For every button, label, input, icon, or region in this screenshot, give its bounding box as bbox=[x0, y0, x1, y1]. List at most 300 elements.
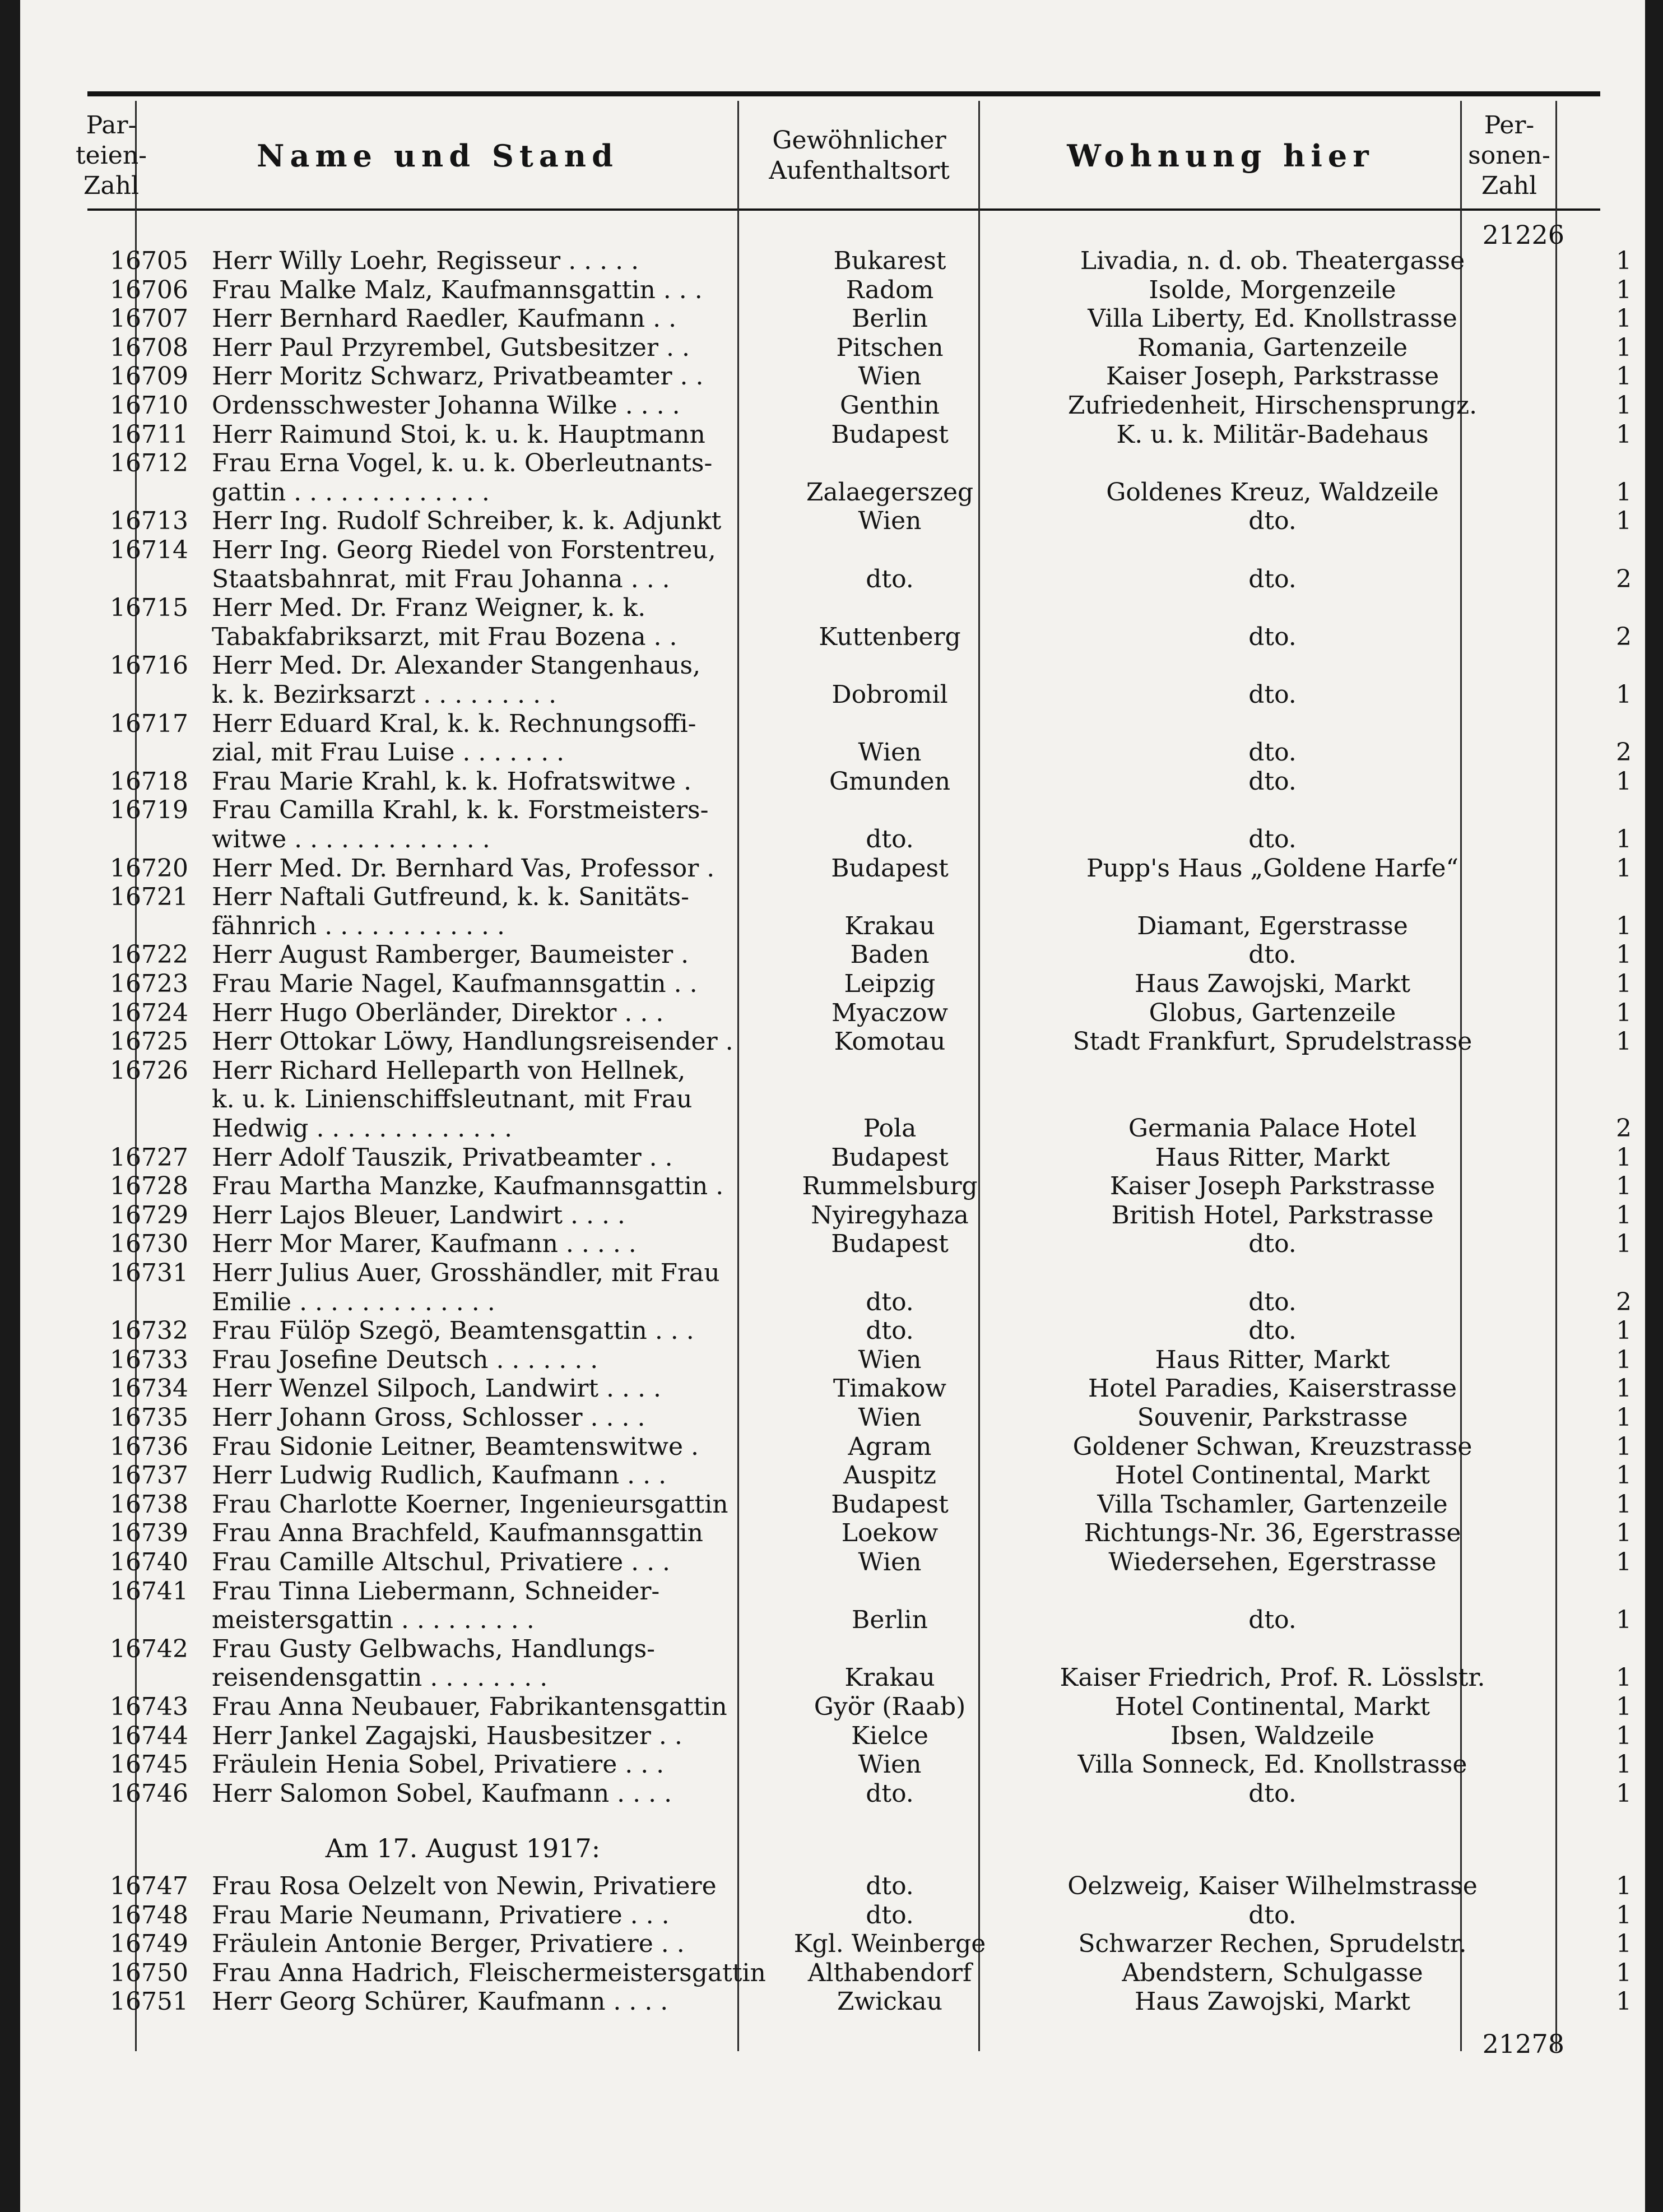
section-date-label: Am 17. August 1917: bbox=[325, 1833, 601, 1863]
register-page bbox=[20, 0, 1645, 2212]
row-number: 16709 bbox=[110, 362, 188, 391]
row-ort: Györ (Raab) bbox=[814, 1692, 966, 1721]
row-name: Herr Willy Loehr, Regisseur . . . . . bbox=[212, 247, 639, 275]
header-rule bbox=[87, 208, 1600, 211]
row-name: Staatsbahnrat, mit Frau Johanna . . . bbox=[212, 564, 670, 593]
table-row bbox=[87, 1958, 1632, 1988]
row-ort: Nyiregyhaza bbox=[811, 1200, 969, 1230]
row-name: Emilie . . . . . . . . . . . . . bbox=[212, 1287, 495, 1316]
row-wohnung: dto. bbox=[1248, 767, 1297, 796]
row-wohnung: Villa Sonneck, Ed. Knollstrasse bbox=[1077, 1750, 1467, 1779]
table-row bbox=[87, 1432, 1632, 1462]
row-ort: dto. bbox=[866, 1316, 914, 1346]
row-wohnung: dto. bbox=[1248, 825, 1297, 854]
row-name: Herr Ing. Georg Riedel von Forstentreu, bbox=[212, 536, 716, 564]
table-row bbox=[87, 564, 1632, 594]
row-name: Frau Anna Neubauer, Fabrikantensgattin bbox=[212, 1692, 727, 1721]
row-ort: Pola bbox=[863, 1114, 917, 1143]
row-ort: Baden bbox=[850, 940, 930, 970]
row-name: Herr Hugo Oberländer, Direktor . . . bbox=[212, 998, 664, 1027]
row-number: 16749 bbox=[110, 1930, 188, 1959]
row-name: Frau Martha Manzke, Kaufmannsgattin . bbox=[212, 1172, 724, 1201]
header-partei-label: Par- teien- Zahl bbox=[75, 110, 147, 200]
row-ort: dto. bbox=[866, 1872, 914, 1900]
table-row bbox=[87, 825, 1632, 854]
row-ort: Rummelsburg bbox=[802, 1172, 978, 1201]
row-personen: 1 bbox=[1616, 911, 1632, 940]
table-row bbox=[87, 709, 1600, 739]
row-name: Frau Josefine Deutsch . . . . . . . bbox=[212, 1345, 598, 1374]
row-number: 16713 bbox=[110, 507, 188, 536]
table-row bbox=[87, 651, 1600, 680]
header-personen-label: Per- sonen- Zahl bbox=[1468, 110, 1550, 200]
row-number: 16750 bbox=[110, 1958, 188, 1987]
row-personen: 1 bbox=[1616, 1930, 1632, 1959]
header-personen bbox=[1463, 104, 1555, 207]
table-row bbox=[87, 593, 1600, 623]
row-ort: dto. bbox=[866, 1900, 914, 1930]
row-name: Frau Gusty Gelbwachs, Handlungs- bbox=[212, 1634, 656, 1663]
row-number: 16730 bbox=[110, 1230, 188, 1259]
row-ort: Dobromil bbox=[832, 680, 948, 709]
row-name: Frau Marie Nagel, Kaufmannsgattin . . bbox=[212, 970, 698, 998]
row-name: Frau Charlotte Koerner, Ingenieursgattin bbox=[212, 1490, 728, 1519]
row-wohnung: Romania, Gartenzeile bbox=[1137, 333, 1408, 362]
row-ort: Kielce bbox=[851, 1721, 928, 1750]
row-personen: 1 bbox=[1616, 940, 1632, 970]
row-number: 16734 bbox=[110, 1374, 188, 1403]
row-number: 16746 bbox=[110, 1779, 188, 1808]
row-name: k. u. k. Linienschiffsleutnant, mit Frau bbox=[212, 1085, 693, 1114]
row-wohnung: Haus Ritter, Markt bbox=[1155, 1143, 1390, 1172]
row-number: 16721 bbox=[110, 883, 188, 912]
row-number: 16717 bbox=[110, 709, 188, 738]
row-personen: 1 bbox=[1616, 1958, 1632, 1987]
row-number: 16724 bbox=[110, 998, 188, 1027]
row-ort: dto. bbox=[866, 564, 914, 593]
row-wohnung: Souvenir, Parkstrasse bbox=[1137, 1403, 1408, 1432]
row-ort: Krakau bbox=[844, 911, 935, 940]
row-number: 16748 bbox=[110, 1900, 188, 1930]
table-row bbox=[87, 247, 1632, 276]
table-row bbox=[87, 1635, 1600, 1664]
row-personen: 1 bbox=[1616, 1548, 1632, 1576]
row-wohnung: Livadia, n. d. ob. Theatergasse bbox=[1080, 247, 1465, 275]
final-total: 21278 bbox=[1482, 2029, 1564, 2059]
table-row bbox=[87, 420, 1632, 449]
row-number: 16715 bbox=[110, 593, 188, 623]
header-ort-label: Gewöhnlicher Aufenthaltsort bbox=[769, 126, 950, 185]
row-wohnung: dto. bbox=[1248, 622, 1297, 651]
row-name: Herr Eduard Kral, k. k. Rechnungsoffi- bbox=[212, 709, 696, 738]
row-wohnung: dto. bbox=[1248, 1779, 1297, 1808]
row-ort: Kgl. Weinberge bbox=[793, 1930, 986, 1959]
row-ort: Wien bbox=[858, 1548, 922, 1576]
row-name: Herr Lajos Bleuer, Landwirt . . . . bbox=[212, 1200, 625, 1230]
row-number: 16735 bbox=[110, 1403, 188, 1432]
row-wohnung: Haus Zawojski, Markt bbox=[1134, 1987, 1411, 2016]
row-personen: 2 bbox=[1616, 564, 1632, 593]
row-personen: 1 bbox=[1616, 1606, 1632, 1635]
table-row bbox=[87, 1056, 1600, 1086]
table-row bbox=[87, 507, 1632, 536]
row-wohnung: Hotel Continental, Markt bbox=[1114, 1461, 1430, 1490]
row-ort: Leipzig bbox=[844, 970, 936, 998]
row-wohnung: Zufriedenheit, Hirschensprungz. bbox=[1067, 391, 1478, 420]
row-wohnung: Germania Palace Hotel bbox=[1128, 1114, 1417, 1143]
row-wohnung: Hotel Continental, Markt bbox=[1114, 1692, 1430, 1721]
row-name: Frau Camilla Krahl, k. k. Forstmeisters- bbox=[212, 796, 709, 825]
row-number: 16742 bbox=[110, 1634, 188, 1663]
row-number: 16712 bbox=[110, 449, 188, 478]
row-wohnung: Richtungs-Nr. 36, Egerstrasse bbox=[1084, 1519, 1461, 1548]
row-number: 16720 bbox=[110, 854, 188, 883]
table-row bbox=[87, 275, 1632, 305]
row-number: 16736 bbox=[110, 1432, 188, 1461]
row-ort: Budapest bbox=[831, 854, 949, 883]
top-rule bbox=[87, 91, 1600, 96]
row-ort: Zalaegerszeg bbox=[806, 477, 974, 507]
row-wohnung: Abendstern, Schulgasse bbox=[1122, 1958, 1423, 1987]
row-ort: Budapest bbox=[831, 1143, 949, 1172]
row-wohnung: dto. bbox=[1248, 1316, 1297, 1346]
row-number: 16707 bbox=[110, 304, 188, 333]
table-row bbox=[87, 1490, 1632, 1519]
row-name: witwe . . . . . . . . . . . . . bbox=[212, 825, 490, 854]
row-number: 16733 bbox=[110, 1345, 188, 1374]
row-ort: Budapest bbox=[831, 420, 949, 449]
row-name: Frau Tinna Liebermann, Schneider- bbox=[212, 1576, 660, 1606]
row-number: 16723 bbox=[110, 970, 188, 998]
row-ort: Kuttenberg bbox=[819, 622, 961, 651]
row-personen: 1 bbox=[1616, 1316, 1632, 1346]
row-number: 16744 bbox=[110, 1721, 188, 1750]
row-number: 16708 bbox=[110, 333, 188, 362]
row-name: Herr Wenzel Silpoch, Landwirt . . . . bbox=[212, 1374, 661, 1403]
row-wohnung: British Hotel, Parkstrasse bbox=[1111, 1200, 1434, 1230]
row-name: Herr Richard Helleparth von Hellnek, bbox=[212, 1056, 686, 1085]
table-row bbox=[87, 911, 1632, 941]
row-wohnung: K. u. k. Militär-Badehaus bbox=[1116, 420, 1429, 449]
table-row bbox=[87, 1316, 1632, 1346]
row-wohnung: Kaiser Friedrich, Prof. R. Lösslstr. bbox=[1060, 1663, 1485, 1692]
row-wohnung: Goldener Schwan, Kreuzstrasse bbox=[1072, 1432, 1472, 1461]
table-row bbox=[87, 1403, 1632, 1432]
carry-total: 21226 bbox=[1482, 220, 1564, 250]
row-name: Herr Adolf Tauszik, Privatbeamter . . bbox=[212, 1143, 673, 1172]
row-name: Frau Marie Neumann, Privatiere . . . bbox=[212, 1900, 670, 1930]
row-name: Herr Georg Schürer, Kaufmann . . . . bbox=[212, 1987, 668, 2016]
row-ort: Loekow bbox=[841, 1519, 939, 1548]
row-personen: 1 bbox=[1616, 477, 1632, 507]
table-row bbox=[87, 1085, 1600, 1114]
table-row bbox=[87, 536, 1600, 565]
row-personen: 1 bbox=[1616, 247, 1632, 275]
table-row bbox=[87, 767, 1632, 796]
table-row bbox=[87, 680, 1632, 709]
row-name: Herr Bernhard Raedler, Kaufmann . . bbox=[212, 304, 677, 333]
row-personen: 1 bbox=[1616, 1172, 1632, 1201]
row-personen: 1 bbox=[1616, 854, 1632, 883]
row-wohnung: Kaiser Joseph, Parkstrasse bbox=[1105, 362, 1439, 391]
table-row bbox=[87, 1461, 1632, 1490]
row-wohnung: Oelzweig, Kaiser Wilhelmstrasse bbox=[1067, 1872, 1478, 1900]
row-name: Frau Anna Hadrich, Fleischermeistersgattin bbox=[212, 1958, 766, 1987]
row-personen: 1 bbox=[1616, 333, 1632, 362]
row-name: Frau Malke Malz, Kaufmannsgattin . . . bbox=[212, 275, 703, 304]
table-row bbox=[87, 1230, 1632, 1259]
row-personen: 2 bbox=[1616, 1287, 1632, 1316]
table-row bbox=[87, 1200, 1632, 1230]
row-wohnung: dto. bbox=[1248, 1230, 1297, 1259]
row-wohnung: Villa Tschamler, Gartenzeile bbox=[1097, 1490, 1448, 1519]
row-name: Fräulein Antonie Berger, Privatiere . . bbox=[212, 1930, 685, 1959]
table-row bbox=[87, 738, 1632, 767]
row-number: 16711 bbox=[110, 420, 188, 449]
row-ort: Bukarest bbox=[833, 247, 946, 275]
row-personen: 1 bbox=[1616, 680, 1632, 709]
table-row bbox=[87, 970, 1632, 999]
row-number: 16726 bbox=[110, 1056, 188, 1085]
header-partei bbox=[75, 104, 147, 207]
row-ort: Zwickau bbox=[837, 1987, 943, 2016]
row-personen: 1 bbox=[1616, 1750, 1632, 1779]
row-ort: Auspitz bbox=[843, 1461, 936, 1490]
row-name: Herr Raimund Stoi, k. u. k. Hauptmann bbox=[212, 420, 705, 449]
row-ort: Gmunden bbox=[829, 767, 951, 796]
row-ort: Wien bbox=[858, 1345, 922, 1374]
row-ort: Genthin bbox=[840, 391, 940, 420]
row-wohnung: Haus Ritter, Markt bbox=[1155, 1345, 1390, 1374]
row-name: Tabakfabriksarzt, mit Frau Bozena . . bbox=[212, 622, 677, 651]
table-row bbox=[87, 1663, 1632, 1692]
row-wohnung: dto. bbox=[1248, 507, 1297, 536]
row-ort: Berlin bbox=[852, 1606, 928, 1635]
table-row bbox=[87, 622, 1632, 652]
row-ort: Krakau bbox=[844, 1663, 935, 1692]
row-personen: 1 bbox=[1616, 1692, 1632, 1721]
row-number: 16745 bbox=[110, 1750, 188, 1779]
table-row bbox=[87, 391, 1632, 420]
row-number: 16710 bbox=[110, 391, 188, 420]
row-personen: 1 bbox=[1616, 1779, 1632, 1808]
row-number: 16738 bbox=[110, 1490, 188, 1519]
row-wohnung: dto. bbox=[1248, 1287, 1297, 1316]
row-ort: Budapest bbox=[831, 1230, 949, 1259]
row-name: meistersgattin . . . . . . . . . bbox=[212, 1606, 535, 1635]
row-ort: Berlin bbox=[852, 304, 928, 333]
header-ort bbox=[740, 104, 978, 207]
table-row bbox=[87, 1172, 1632, 1201]
row-personen: 1 bbox=[1616, 1900, 1632, 1930]
row-name: Herr Naftali Gutfreund, k. k. Sanitäts- bbox=[212, 883, 689, 912]
table-row bbox=[87, 940, 1632, 970]
row-wohnung: Hotel Paradies, Kaiserstrasse bbox=[1088, 1374, 1457, 1403]
row-ort: Wien bbox=[858, 1403, 922, 1432]
row-wohnung: dto. bbox=[1248, 940, 1297, 970]
row-wohnung: dto. bbox=[1248, 564, 1297, 593]
row-wohnung: dto. bbox=[1248, 680, 1297, 709]
row-personen: 1 bbox=[1616, 362, 1632, 391]
row-number: 16729 bbox=[110, 1200, 188, 1230]
row-ort: Althabendorf bbox=[807, 1958, 972, 1987]
table-row bbox=[87, 1900, 1632, 1930]
row-personen: 1 bbox=[1616, 1143, 1632, 1172]
row-personen: 1 bbox=[1616, 1663, 1632, 1692]
row-name: Herr Salomon Sobel, Kaufmann . . . . bbox=[212, 1779, 672, 1808]
row-personen: 1 bbox=[1616, 1519, 1632, 1548]
row-number: 16714 bbox=[110, 536, 188, 564]
row-number: 16737 bbox=[110, 1461, 188, 1490]
row-number: 16727 bbox=[110, 1143, 188, 1172]
row-number: 16706 bbox=[110, 275, 188, 304]
table-row bbox=[87, 1930, 1632, 1959]
row-wohnung: dto. bbox=[1248, 1606, 1297, 1635]
row-ort: Agram bbox=[848, 1432, 932, 1461]
row-name: gattin . . . . . . . . . . . . . bbox=[212, 477, 490, 507]
row-name: Frau Erna Vogel, k. u. k. Oberleutnants- bbox=[212, 449, 713, 478]
table-row bbox=[87, 1548, 1632, 1577]
table-row bbox=[87, 1345, 1632, 1375]
row-wohnung: Ibsen, Waldzeile bbox=[1170, 1721, 1374, 1750]
header-wohnung bbox=[981, 104, 1460, 207]
row-number: 16741 bbox=[110, 1576, 188, 1606]
row-number: 16722 bbox=[110, 940, 188, 970]
row-personen: 1 bbox=[1616, 391, 1632, 420]
row-name: Frau Anna Brachfeld, Kaufmannsgattin bbox=[212, 1519, 704, 1548]
row-number: 16725 bbox=[110, 1027, 188, 1056]
row-name: Frau Sidonie Leitner, Beamtenswitwe . bbox=[212, 1432, 699, 1461]
row-personen: 1 bbox=[1616, 1345, 1632, 1374]
row-name: Herr August Ramberger, Baumeister . bbox=[212, 940, 689, 970]
row-name: Frau Fülöp Szegö, Beamtensgattin . . . bbox=[212, 1316, 694, 1346]
row-ort: Wien bbox=[858, 738, 922, 767]
row-number: 16705 bbox=[110, 247, 188, 275]
row-wohnung: Goldenes Kreuz, Waldzeile bbox=[1106, 477, 1439, 507]
table-row bbox=[87, 449, 1600, 478]
table-row bbox=[87, 1577, 1600, 1606]
row-personen: 1 bbox=[1616, 825, 1632, 854]
row-personen: 1 bbox=[1616, 1230, 1632, 1259]
table-row bbox=[87, 1987, 1632, 2016]
row-ort: dto. bbox=[866, 1779, 914, 1808]
row-wohnung: Haus Zawojski, Markt bbox=[1134, 970, 1411, 998]
row-name: Herr Moritz Schwarz, Privatbeamter . . bbox=[212, 362, 704, 391]
row-number: 16716 bbox=[110, 651, 188, 680]
row-name: Herr Ottokar Löwy, Handlungsreisender . bbox=[212, 1027, 733, 1056]
row-wohnung: Pupp's Haus „Goldene Harfe“ bbox=[1086, 854, 1458, 883]
table-row bbox=[87, 1872, 1632, 1901]
row-name: k. k. Bezirksarzt . . . . . . . . . bbox=[212, 680, 557, 709]
table-row bbox=[87, 1374, 1632, 1403]
table-row bbox=[87, 1287, 1632, 1317]
row-personen: 1 bbox=[1616, 767, 1632, 796]
row-wohnung: Schwarzer Rechen, Sprudelstr. bbox=[1078, 1930, 1467, 1959]
row-name: Herr Jankel Zagajski, Hausbesitzer . . bbox=[212, 1721, 682, 1750]
table-row bbox=[87, 1027, 1632, 1056]
row-personen: 1 bbox=[1616, 1374, 1632, 1403]
row-personen: 1 bbox=[1616, 1987, 1632, 2016]
header-name bbox=[138, 104, 737, 207]
row-personen: 1 bbox=[1616, 1721, 1632, 1750]
row-ort: dto. bbox=[866, 825, 914, 854]
table-row bbox=[87, 1114, 1632, 1143]
row-personen: 2 bbox=[1616, 1114, 1632, 1143]
row-number: 16731 bbox=[110, 1259, 188, 1287]
table-row bbox=[87, 883, 1600, 912]
row-wohnung: Wiedersehen, Egerstrasse bbox=[1108, 1548, 1437, 1576]
table-row bbox=[87, 362, 1632, 391]
row-wohnung: Villa Liberty, Ed. Knollstrasse bbox=[1088, 304, 1457, 333]
row-number: 16740 bbox=[110, 1548, 188, 1576]
row-name: fähnrich . . . . . . . . . . . . bbox=[212, 911, 505, 940]
row-personen: 1 bbox=[1616, 1872, 1632, 1900]
row-wohnung: Globus, Gartenzeile bbox=[1149, 998, 1396, 1027]
row-personen: 1 bbox=[1616, 1490, 1632, 1519]
table-row bbox=[87, 1721, 1632, 1751]
row-personen: 1 bbox=[1616, 1027, 1632, 1056]
row-number: 16719 bbox=[110, 796, 188, 825]
row-personen: 1 bbox=[1616, 1403, 1632, 1432]
row-personen: 2 bbox=[1616, 622, 1632, 651]
row-personen: 1 bbox=[1616, 998, 1632, 1027]
row-ort: Komotau bbox=[834, 1027, 946, 1056]
row-name: Herr Med. Dr. Bernhard Vas, Professor . bbox=[212, 854, 715, 883]
table-row bbox=[87, 796, 1600, 825]
table-row bbox=[87, 333, 1632, 363]
row-number: 16718 bbox=[110, 767, 188, 796]
row-number: 16728 bbox=[110, 1172, 188, 1201]
row-wohnung: dto. bbox=[1248, 1900, 1297, 1930]
row-wohnung: Kaiser Joseph Parkstrasse bbox=[1109, 1172, 1436, 1201]
table-row bbox=[87, 998, 1632, 1028]
table-row bbox=[87, 1143, 1632, 1172]
row-name: Herr Julius Auer, Grosshändler, mit Frau bbox=[212, 1259, 720, 1287]
row-ort: Timakow bbox=[833, 1374, 947, 1403]
row-name: Frau Rosa Oelzelt von Newin, Privatiere bbox=[212, 1872, 717, 1900]
row-wohnung: Isolde, Morgenzeile bbox=[1149, 275, 1396, 304]
row-wohnung: dto. bbox=[1248, 738, 1297, 767]
row-ort: Myaczow bbox=[831, 998, 949, 1027]
header-wohnung-label: Wohnung hier bbox=[1067, 137, 1374, 174]
row-number: 16732 bbox=[110, 1316, 188, 1346]
row-ort: Budapest bbox=[831, 1490, 949, 1519]
row-name: Fräulein Henia Sobel, Privatiere . . . bbox=[212, 1750, 665, 1779]
row-wohnung: Stadt Frankfurt, Sprudelstrasse bbox=[1072, 1027, 1472, 1056]
header-name-label: Name und Stand bbox=[257, 137, 619, 174]
table-row bbox=[87, 854, 1632, 883]
row-personen: 1 bbox=[1616, 1200, 1632, 1230]
row-personen: 1 bbox=[1616, 1461, 1632, 1490]
row-name: Frau Camille Altschul, Privatiere . . . bbox=[212, 1548, 671, 1576]
table-row bbox=[87, 304, 1632, 333]
row-ort: Radom bbox=[846, 275, 934, 304]
row-name: Herr Ing. Rudolf Schreiber, k. k. Adjunkt bbox=[212, 507, 722, 536]
table-row bbox=[87, 1519, 1632, 1548]
table-row bbox=[87, 1779, 1632, 1808]
row-ort: Wien bbox=[858, 1750, 922, 1779]
row-name: Frau Marie Krahl, k. k. Hofratswitwe . bbox=[212, 767, 692, 796]
row-number: 16739 bbox=[110, 1519, 188, 1548]
row-name: Herr Johann Gross, Schlosser . . . . bbox=[212, 1403, 645, 1432]
row-name: zial, mit Frau Luise . . . . . . . bbox=[212, 738, 565, 767]
row-personen: 1 bbox=[1616, 507, 1632, 536]
row-personen: 2 bbox=[1616, 738, 1632, 767]
row-name: reisendensgattin . . . . . . . . bbox=[212, 1663, 548, 1692]
table-row bbox=[87, 1692, 1632, 1722]
row-personen: 1 bbox=[1616, 1432, 1632, 1461]
row-personen: 1 bbox=[1616, 275, 1632, 304]
